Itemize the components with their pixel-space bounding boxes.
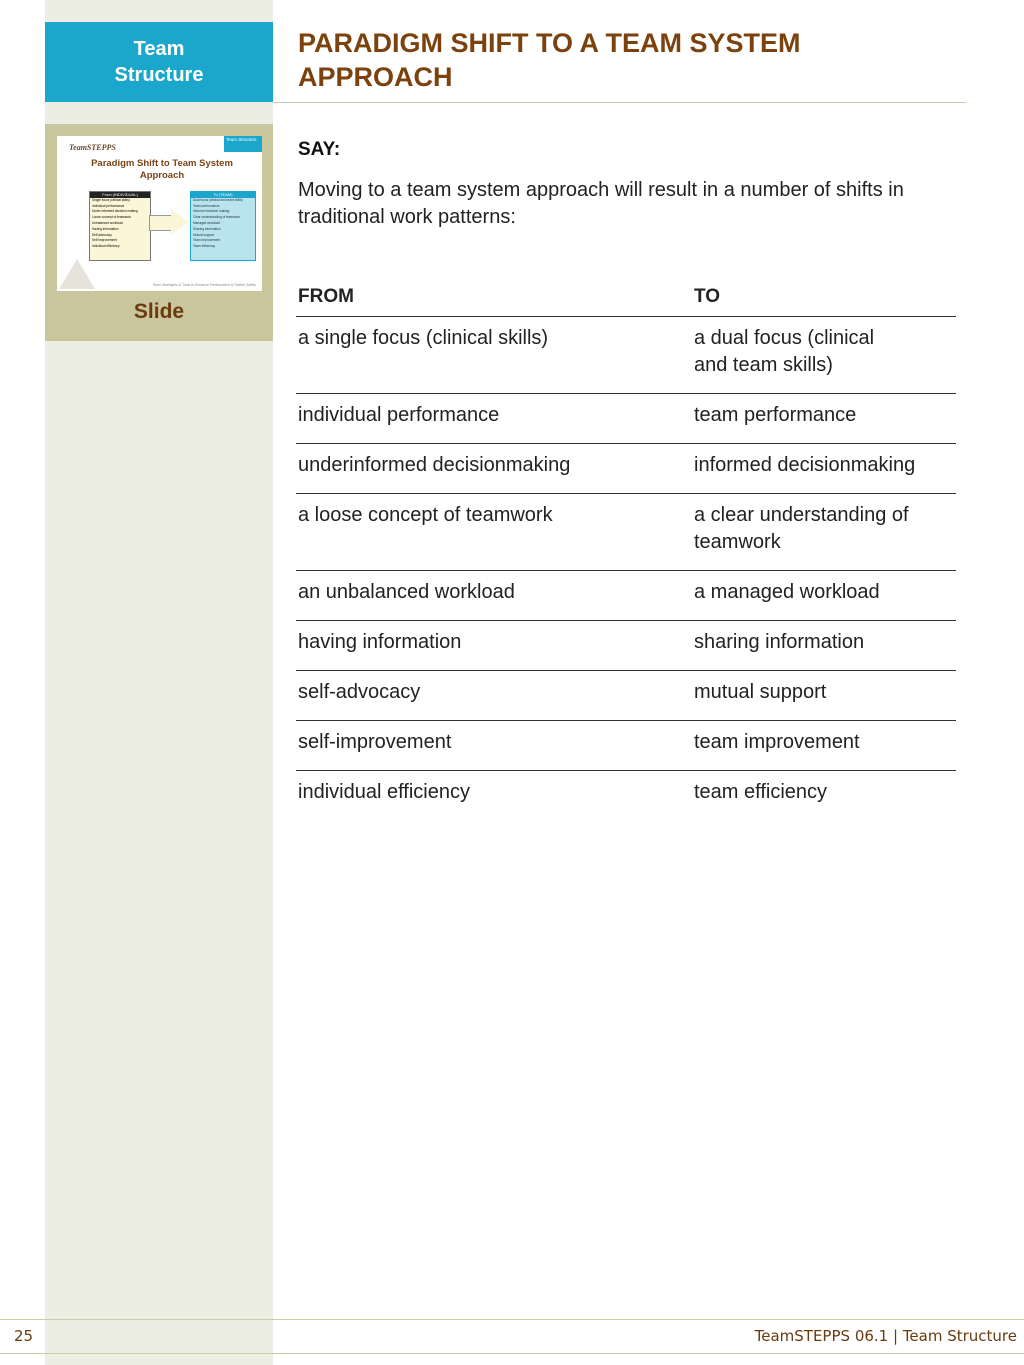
intro-text: Moving to a team system approach will result in a number of shifts in traditional work patterns: — [298, 179, 904, 228]
slide-list-item: Dual focus (clinical and team skills) — [193, 197, 243, 202]
from-cell: an unbalanced workload — [296, 571, 692, 621]
slide-brand: TeamSTEPPS — [69, 143, 116, 152]
to-cell: mutual support — [692, 671, 956, 721]
to-cell: a dual focus (clinical and team skills) — [692, 317, 956, 394]
table-row — [296, 621, 956, 671]
section-tab-label: Team Structure — [114, 38, 204, 86]
to-cell: sharing information — [692, 621, 956, 671]
slide-list-item: Self improvement — [92, 238, 117, 243]
logo-triangle-icon — [59, 259, 95, 289]
slide-from-box — [89, 191, 151, 261]
slide-label: Slide — [133, 300, 185, 323]
slide-list-item: Clear understanding of teamwork — [193, 215, 240, 220]
slide-title: Paradigm Shift to Team System Approach — [91, 158, 233, 181]
slide-thumbnail — [57, 136, 262, 291]
from-to-table — [296, 284, 956, 820]
to-cell: team improvement — [692, 721, 956, 771]
table-row — [296, 494, 956, 571]
table-row — [296, 671, 956, 721]
footer-divider-bottom — [0, 1353, 1024, 1354]
from-cell: having information — [296, 621, 692, 671]
slide-list-item: Team performance — [193, 203, 220, 208]
slide-panel — [45, 124, 273, 341]
slide-list-item: Single focus (clinical skills) — [92, 197, 130, 202]
to-cell: a clear understanding of teamwork — [692, 494, 956, 571]
slide-list-item: Individual efficiency — [92, 244, 120, 249]
to-cell: informed decisionmaking — [692, 444, 956, 494]
header-from: FROM — [296, 284, 692, 317]
table-row — [296, 444, 956, 494]
title-divider — [273, 102, 966, 103]
slide-list-item: Team efficiency — [193, 244, 215, 249]
header-to: TO — [692, 284, 956, 317]
table-row — [296, 394, 956, 444]
section-tab — [45, 22, 273, 102]
from-cell: individual efficiency — [298, 781, 470, 803]
to-cell: a managed workload — [692, 571, 956, 621]
footer-divider-top — [0, 1319, 1024, 1320]
from-cell: self-advocacy — [296, 671, 692, 721]
slide-list-item: Managed workload — [193, 220, 220, 225]
slide-list-item: Informed decision making — [193, 209, 230, 214]
slide-to-header: To (TEAM) — [191, 192, 255, 198]
to-cell: team performance — [692, 394, 956, 444]
slide-from-header: From (INDIVIDUAL) — [90, 192, 150, 198]
page-number: 25 — [14, 1327, 34, 1345]
from-cell: individual performance — [296, 394, 692, 444]
slide-list-item: Individual performance — [92, 203, 125, 208]
say-label: SAY: — [298, 139, 341, 160]
from-cell: self-improvement — [296, 721, 692, 771]
slide-list-item: Sharing information — [193, 226, 221, 231]
slide-list-item: Loose concept of teamwork — [92, 215, 131, 220]
table-row — [296, 721, 956, 771]
slide-tag: Team Structure — [224, 136, 262, 152]
slide-list-item: Having information — [92, 226, 119, 231]
slide-list-item: Unbalanced workload — [92, 220, 123, 225]
slide-to-box — [190, 191, 256, 261]
table-row — [296, 771, 956, 821]
page-title: PARADIGM SHIFT TO A TEAM SYSTEM APPROACH — [298, 28, 801, 92]
table-row — [296, 317, 956, 394]
slide-list-item: Under informed decision making — [92, 209, 138, 214]
slide-list-item: Team improvement — [193, 238, 221, 243]
to-cell: team efficiency — [694, 781, 828, 803]
slide-list-item: Self advocacy — [92, 232, 112, 237]
from-cell: a loose concept of teamwork — [296, 494, 692, 571]
slide-footer: Team Strategies & Tools to Enhance Performance & Patient Safety — [152, 283, 256, 287]
table-row — [296, 571, 956, 621]
footer-text: TeamSTEPPS 06.1 | Team Structure — [754, 1327, 1017, 1345]
from-cell: a single focus (clinical skills) — [296, 317, 692, 394]
slide-list-item: Mutual support — [193, 232, 215, 237]
from-cell: underinformed decisionmaking — [296, 444, 692, 494]
